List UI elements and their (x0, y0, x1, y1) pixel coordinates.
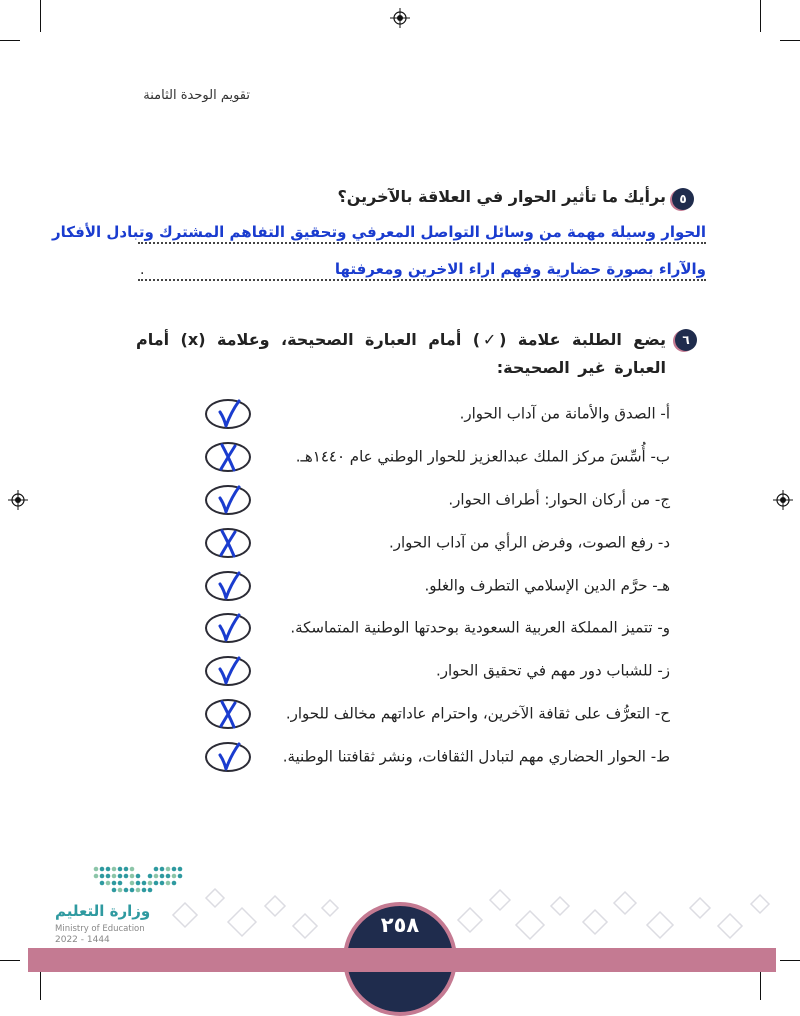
logo-dot (124, 867, 129, 872)
diamond-ornament (490, 890, 510, 910)
answer-line-end-mark: . (140, 262, 145, 278)
crop-mark-bottom-left-v (40, 972, 41, 1000)
crop-mark-top-left-v (40, 0, 41, 32)
check-mark-icon (205, 399, 251, 429)
logo-dot (124, 888, 129, 893)
logo-dot (142, 881, 147, 886)
logo-dot (154, 881, 159, 886)
logo-dot (106, 881, 111, 886)
question-number-badge (675, 329, 697, 351)
logo-dot (148, 874, 153, 879)
logo-dot (118, 881, 123, 886)
logo-dot (100, 867, 105, 872)
logo-dot (136, 881, 141, 886)
logo-dot (130, 874, 135, 879)
diamond-ornament (718, 914, 742, 938)
diamond-ornament (173, 903, 197, 927)
check-mark-icon (205, 656, 251, 686)
diamond-ornament (690, 898, 710, 918)
diamond-ornament (516, 911, 544, 939)
question-5-text: برأيك ما تأثير الحوار في العلاقة بالآخرين؟ (337, 187, 666, 206)
diamond-ornament (583, 910, 607, 934)
diamond-ornament (751, 895, 769, 913)
list-item (190, 693, 670, 736)
logo-dot (160, 874, 165, 879)
statement-text: هـ- حرَّم الدين الإسلامي التطرف والغلو. (424, 576, 670, 595)
crop-mark-top-right-v (760, 0, 761, 32)
cross-mark-icon (205, 528, 251, 558)
page-number-tab (341, 898, 459, 948)
list-item (190, 436, 670, 479)
ministry-logo-arabic: وزارة التعليم (55, 902, 151, 920)
diamond-ornament (551, 897, 569, 915)
crop-mark-bottom-left-h (0, 960, 20, 961)
check-mark-icon (205, 485, 251, 515)
crop-mark-top-right-h (780, 40, 800, 41)
diamond-ornament (322, 900, 338, 916)
crop-mark-bottom-right-v (760, 972, 761, 1000)
logo-dot (136, 888, 141, 893)
registration-mark-right (773, 490, 793, 510)
crop-mark-top-left-h (0, 40, 20, 41)
logo-dot (112, 881, 117, 886)
answer-line-1 (52, 216, 706, 244)
question-number: ٦ (682, 333, 690, 347)
statement-text: د- رفع الصوت، وفرض الرأي من آداب الحوار. (388, 533, 670, 552)
ministry-logo-years: 2022 - 1444 (55, 935, 110, 945)
statement-text: ب- أُسِّسَ مركز الملك عبدالعزيز للحوار الوطني عام ١٤٤٠هـ. (295, 447, 670, 466)
logo-dot (112, 874, 117, 879)
true-false-list (190, 393, 670, 778)
cross-mark-icon (205, 442, 251, 472)
handwritten-answer: والآراء بصورة حضارية وفهم اراء الاخرين ومعرفتها (334, 260, 706, 278)
logo-dot (130, 867, 135, 872)
registration-mark-left (8, 490, 28, 510)
question-6-prompt: يضع الطلبة علامة (✓) أمام العبارة الصحيحة، وعلامة (x) أمام العبارة غير الصحيحة: (136, 330, 667, 377)
list-item (190, 735, 670, 778)
logo-dot (148, 881, 153, 886)
diamond-ornament (265, 896, 285, 916)
logo-dot (154, 867, 159, 872)
diamond-ornament (206, 889, 224, 907)
logo-dot (106, 867, 111, 872)
cross-mark-icon (205, 699, 251, 729)
diamond-ornament (614, 892, 636, 914)
logo-dot (124, 874, 129, 879)
logo-dot (172, 867, 177, 872)
check-mark-icon (205, 571, 251, 601)
handwritten-answer: الحوار وسيلة مهمة من وسائل التواصل المعرفي وتحقيق التفاهم المشترك وتبادل الأفكار (52, 223, 706, 241)
diamond-ornament (228, 908, 256, 936)
logo-dot (154, 874, 159, 879)
list-item (190, 650, 670, 693)
list-item (190, 521, 670, 564)
logo-dot (178, 867, 183, 872)
ministry-logo-english: Ministry of Education (55, 924, 145, 934)
logo-dot (172, 874, 177, 879)
logo-dot (106, 874, 111, 879)
list-item (190, 479, 670, 522)
logo-dot (94, 874, 99, 879)
logo-dot (118, 874, 123, 879)
logo-dot (142, 888, 147, 893)
answer-oval (205, 442, 251, 472)
statement-text: أ- الصدق والأمانة من آداب الحوار. (459, 405, 670, 424)
answer-line-2 (138, 253, 706, 281)
logo-dot (100, 874, 105, 879)
logo-dot (130, 888, 135, 893)
list-item (190, 393, 670, 436)
answer-oval (205, 485, 251, 515)
crop-mark-bottom-right-h (780, 960, 800, 961)
logo-dot (112, 867, 117, 872)
footer-band (28, 948, 776, 972)
question-number-badge (672, 188, 694, 210)
answer-oval (205, 399, 251, 429)
registration-mark-top (390, 8, 410, 28)
logo-dot (118, 888, 123, 893)
logo-dot (160, 881, 165, 886)
list-item (190, 564, 670, 607)
list-item (190, 607, 670, 650)
page-number: ٢٥٨ (380, 913, 420, 937)
logo-dot (100, 881, 105, 886)
statement-text: ج- من أركان الحوار: أطراف الحوار. (448, 490, 670, 509)
logo-dot (118, 867, 123, 872)
statement-text: ط- الحوار الحضاري مهم لتبادل الثقافات، ونشر ثقافتنا الوطنية. (282, 747, 670, 766)
check-mark-icon (205, 742, 251, 772)
answer-oval (205, 528, 251, 558)
diamond-ornament (647, 912, 673, 938)
question-number: ٥ (679, 192, 687, 206)
logo-dot (172, 881, 177, 886)
statement-text: و- تتميز المملكة العربية السعودية بوحدتها الوطنية المتماسكة. (290, 619, 670, 638)
diamond-ornament (293, 914, 317, 938)
logo-dot (160, 867, 165, 872)
answer-oval (205, 571, 251, 601)
diamond-ornament (458, 908, 482, 932)
logo-dot (130, 881, 135, 886)
running-header: تقويم الوحدة الثامنة (143, 88, 250, 103)
ministry-logo-dots (92, 864, 188, 898)
check-mark-icon (205, 613, 251, 643)
answer-oval (205, 742, 251, 772)
logo-dot (94, 867, 99, 872)
statement-text: ز- للشباب دور مهم في تحقيق الحوار. (435, 661, 670, 680)
logo-dot (136, 874, 141, 879)
logo-dot (112, 888, 117, 893)
answer-oval (205, 656, 251, 686)
logo-dot (166, 881, 171, 886)
logo-dot (166, 867, 171, 872)
answer-oval (205, 613, 251, 643)
answer-oval (205, 699, 251, 729)
statement-text: ح- التعرُّف على ثقافة الآخرين، واحترام عاداتهم مخالف للحوار. (285, 704, 670, 723)
logo-dot (178, 874, 183, 879)
logo-dot (148, 888, 153, 893)
logo-dot (166, 874, 171, 879)
